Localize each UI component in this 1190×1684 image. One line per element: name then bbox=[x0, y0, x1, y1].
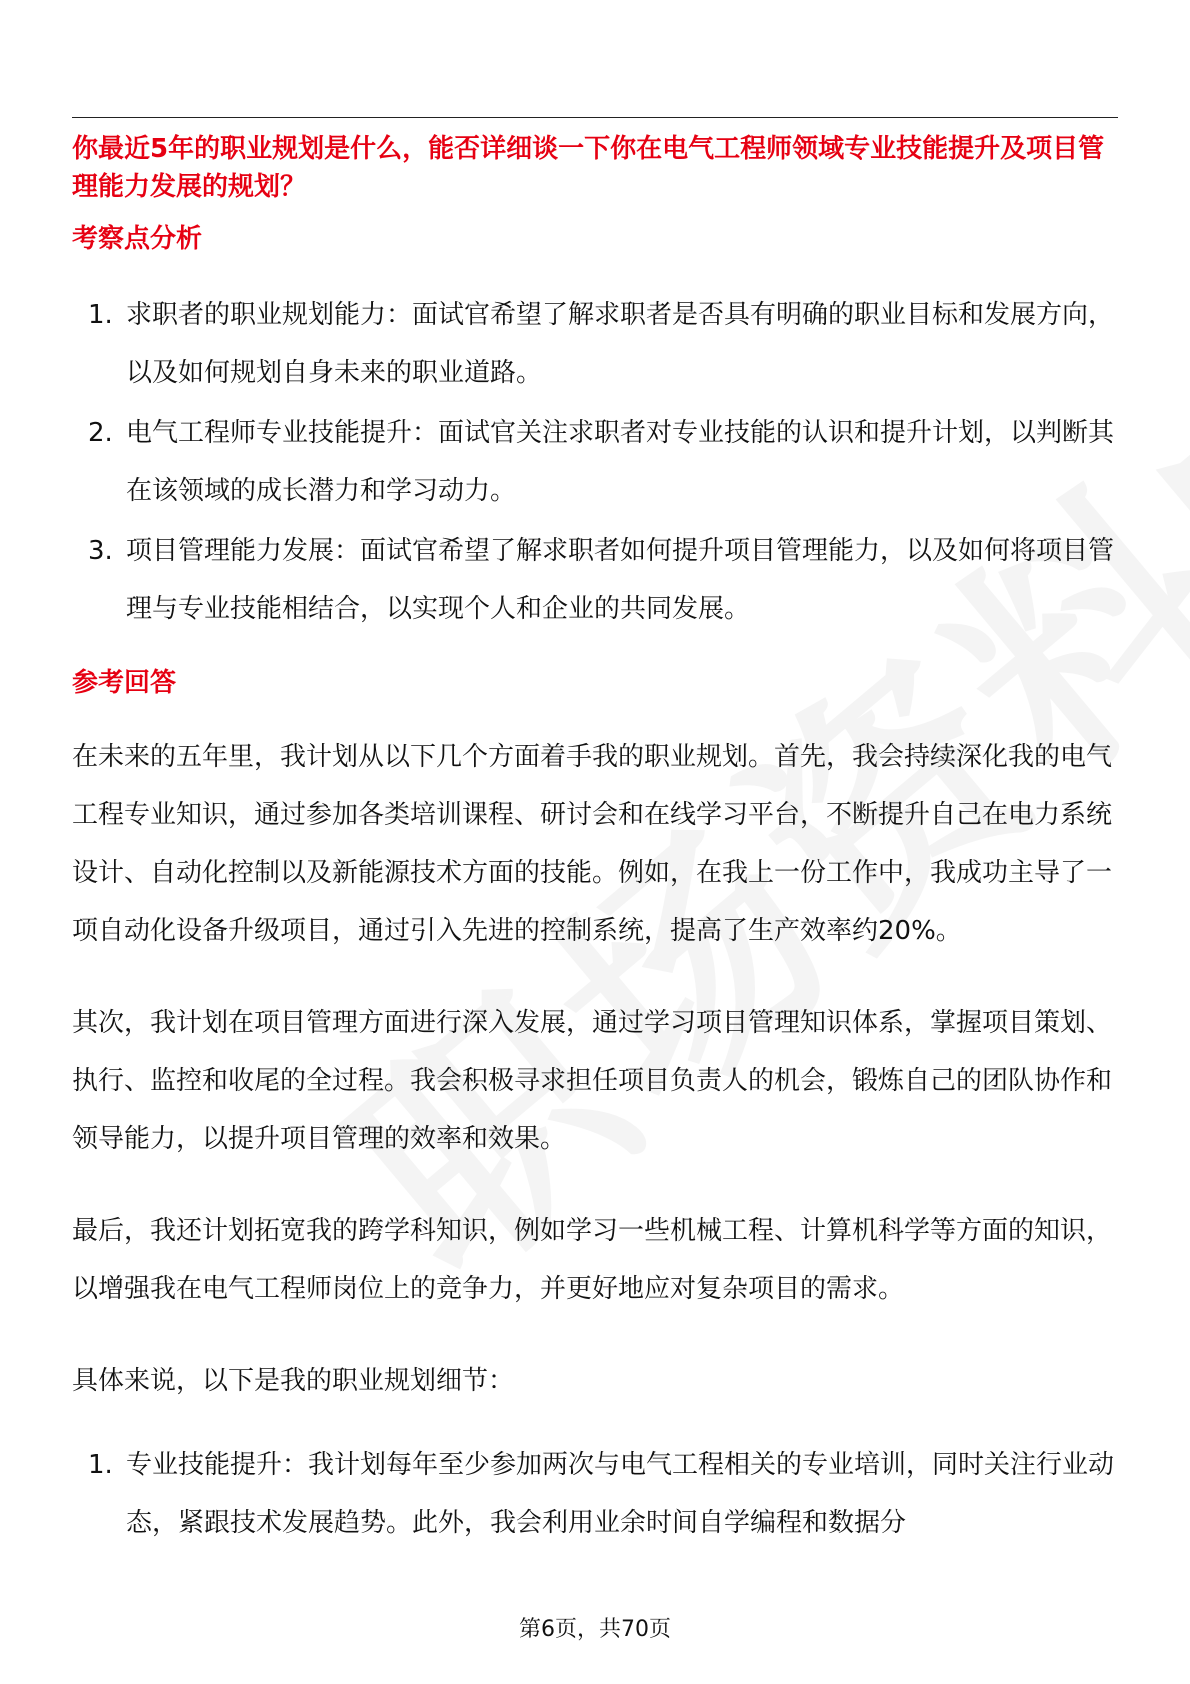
page-content bbox=[72, 130, 1118, 1554]
list-item bbox=[72, 286, 1118, 402]
page-number: 第6页，共70页 bbox=[519, 1617, 671, 1642]
question-title: 你最近5年的职业规划是什么，能否详细谈一下你在电气工程师领域专业技能提升及项目管理能力发展的规划？ bbox=[72, 134, 1105, 202]
plan-detail-list bbox=[72, 1436, 1118, 1552]
answer-paragraph: 其次，我计划在项目管理方面进行深入发展，通过学习项目管理知识体系，掌握项目策划、执行、监控和收尾的全过程。我会积极寻求担任项目负责人的机会，锻炼自己的团队协作和领导能力，以提升项目管理的效率和效果。 bbox=[72, 1008, 1113, 1154]
list-item-number: 1. bbox=[88, 1450, 113, 1480]
answer-paragraph: 在未来的五年里，我计划从以下几个方面着手我的职业规划。首先，我会持续深化我的电气工程专业知识，通过参加各类培训课程、研讨会和在线学习平台，不断提升自己在电力系统设计、自动化控制以及新能源技术方面的技能。例如，在我上一份工作中，我成功主导了一项自动化设备升级项目，通过引入先进的控制系统，提高了生产效率约20%。 bbox=[72, 742, 1113, 946]
list-item-text: 求职者的职业规划能力：面试官希望了解求职者是否具有明确的职业目标和发展方向，以及如何规划自身未来的职业道路。 bbox=[126, 300, 1115, 388]
answer-paragraph: 最后，我还计划拓宽我的跨学科知识，例如学习一些机械工程、计算机科学等方面的知识，以增强我在电气工程师岗位上的竞争力，并更好地应对复杂项目的需求。 bbox=[72, 1216, 1113, 1304]
list-item-number: 3. bbox=[88, 536, 113, 566]
list-item-number: 2. bbox=[88, 418, 113, 448]
list-item bbox=[72, 404, 1118, 520]
list-item-number: 1. bbox=[88, 300, 113, 330]
analysis-list bbox=[72, 286, 1118, 638]
analysis-heading: 考察点分析 bbox=[72, 224, 203, 254]
list-item bbox=[72, 1436, 1118, 1552]
list-item bbox=[72, 522, 1118, 638]
list-item-text: 项目管理能力发展：面试官希望了解求职者如何提升项目管理能力，以及如何将项目管理与专业技能相结合，以实现个人和企业的共同发展。 bbox=[126, 536, 1115, 624]
list-item-text: 专业技能提升：我计划每年至少参加两次与电气工程相关的专业培训，同时关注行业动态，紧跟技术发展趋势。此外，我会利用业余时间自学编程和数据分 bbox=[126, 1450, 1115, 1538]
header-rule bbox=[72, 117, 1118, 118]
answer-paragraph: 具体来说，以下是我的职业规划细节： bbox=[72, 1366, 515, 1396]
answer-heading: 参考回答 bbox=[72, 668, 177, 698]
list-item-text: 电气工程师专业技能提升：面试官关注求职者对专业技能的认识和提升计划，以判断其在该领域的成长潜力和学习动力。 bbox=[126, 418, 1115, 506]
